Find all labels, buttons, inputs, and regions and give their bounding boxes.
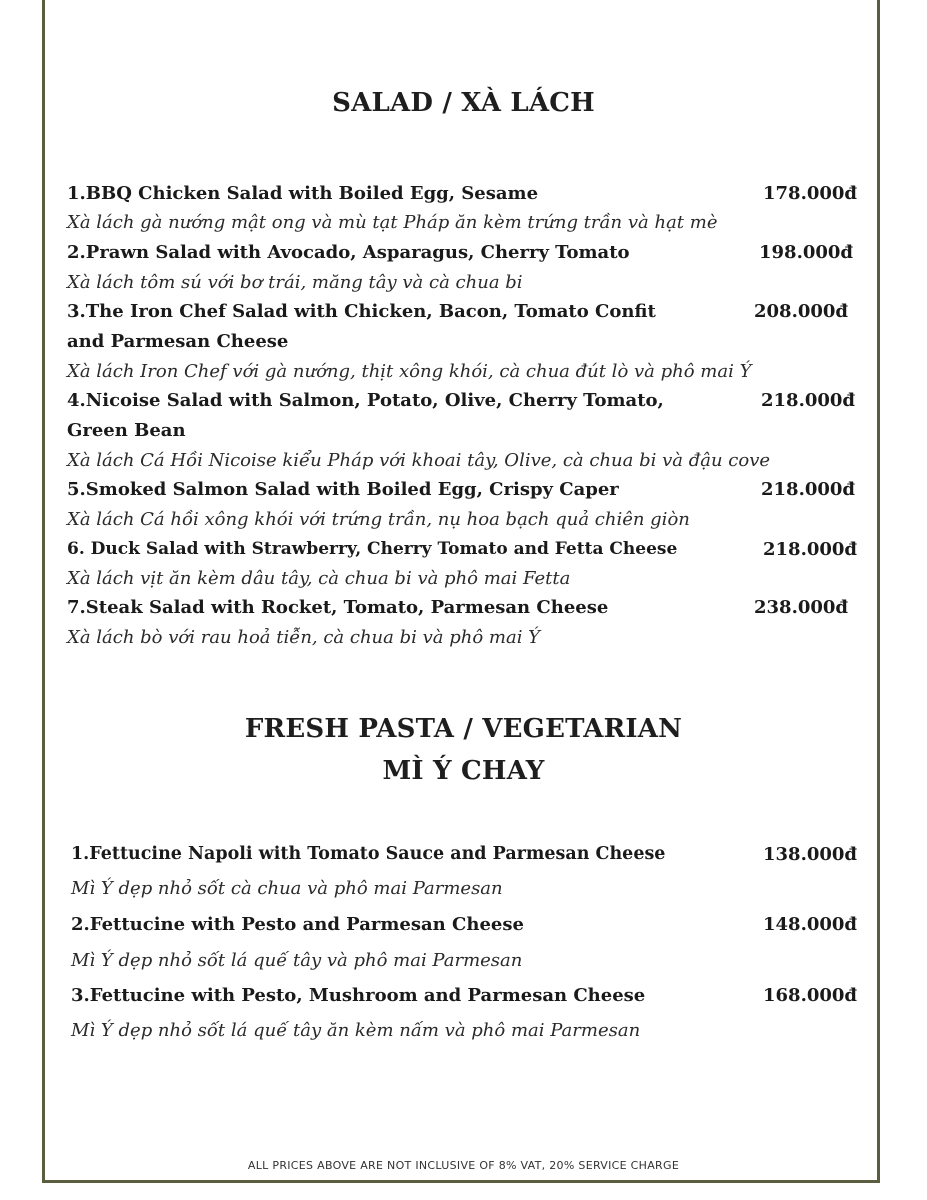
salad-section-title: SALAD / XÀ LÁCH: [332, 88, 595, 118]
salad-item-4-price: 218.000đ: [761, 390, 855, 411]
salad-item-3-name: 3.The Iron Chef Salad with Chicken, Bacon, Tomato Confit: [67, 301, 656, 322]
salad-item-1-name: 1.BBQ Chicken Salad with Boiled Egg, Sesame: [67, 183, 539, 204]
salad-item-7-price: 238.000đ: [754, 597, 848, 618]
salad-item-2-price: 198.000đ: [759, 242, 853, 263]
pasta-item-3-price: 168.000đ: [763, 985, 857, 1006]
salad-item-7-name: 7.Steak Salad with Rocket, Tomato, Parmesan Cheese: [67, 597, 609, 618]
salad-item-4-desc: Xà lách Cá Hồi Nicoise kiểu Pháp với khoai tây, Olive, cà chua bi và đậu cove: [67, 450, 771, 471]
pasta-item-3-name: 3.Fettucine with Pesto, Mushroom and Parmesan Cheese: [71, 985, 646, 1006]
pasta-section-subtitle: MÌ Ý CHAY: [382, 756, 545, 786]
salad-item-5-desc: Xà lách Cá hồi xông khói với trứng trần, nụ hoa bạch quả chiên giòn: [67, 509, 690, 530]
salad-item-4-name: 4.Nicoise Salad with Salmon, Potato, Olive, Cherry Tomato,: [67, 390, 664, 411]
salad-item-6-name: 6. Duck Salad with Strawberry, Cherry Tomato and Fetta Cheese: [67, 539, 678, 559]
salad-item-3-price: 208.000đ: [754, 301, 848, 322]
pasta-item-1-price: 138.000đ: [763, 844, 857, 865]
pasta-item-1-name: 1.Fettucine Napoli with Tomato Sauce and Parmesan Cheese: [71, 844, 666, 864]
salad-item-2-desc: Xà lách tôm sú với bơ trái, măng tây và cà chua bi: [67, 272, 523, 293]
salad-item-6-price: 218.000đ: [763, 539, 857, 560]
pasta-item-2-desc: Mì Ý dẹp nhỏ sốt lá quế tây và phô mai Parmesan: [71, 950, 523, 971]
salad-item-5-price: 218.000đ: [761, 479, 855, 500]
salad-item-6-desc: Xà lách vịt ăn kèm dâu tây, cà chua bi và phô mai Fetta: [67, 568, 571, 589]
pasta-item-3-desc: Mì Ý dẹp nhỏ sốt lá quế tây ăn kèm nấm và phô mai Parmesan: [71, 1020, 641, 1041]
salad-item-2-name: 2.Prawn Salad with Avocado, Asparagus, Cherry Tomato: [67, 242, 630, 263]
pasta-item-2-price: 148.000đ: [763, 914, 857, 935]
salad-item-5-name: 5.Smoked Salmon Salad with Boiled Egg, Crispy Caper: [67, 479, 619, 500]
salad-item-7-desc: Xà lách bò với rau hoả tiễn, cà chua bi và phô mai Ý: [67, 627, 541, 648]
salad-item-1-desc: Xà lách gà nướng mật ong và mù tạt Pháp ăn kèm trứng trần và hạt mè: [67, 212, 718, 233]
pasta-section-title: FRESH PASTA / VEGETARIAN: [244, 714, 683, 744]
salad-item-3-desc: Xà lách Iron Chef với gà nướng, thịt xông khói, cà chua đút lò và phô mai Ý: [67, 361, 752, 382]
salad-item-3-name-cont: and Parmesan Cheese: [67, 331, 289, 352]
pasta-item-2-name: 2.Fettucine with Pesto and Parmesan Cheese: [71, 914, 524, 935]
salad-item-4-name-cont: Green Bean: [67, 420, 186, 441]
salad-item-1-price: 178.000đ: [763, 183, 857, 204]
pasta-item-1-desc: Mì Ý dẹp nhỏ sốt cà chua và phô mai Parmesan: [71, 878, 503, 899]
pricing-footnote: ALL PRICES ABOVE ARE NOT INCLUSIVE OF 8% VAT, 20% SERVICE CHARGE: [247, 1159, 680, 1172]
